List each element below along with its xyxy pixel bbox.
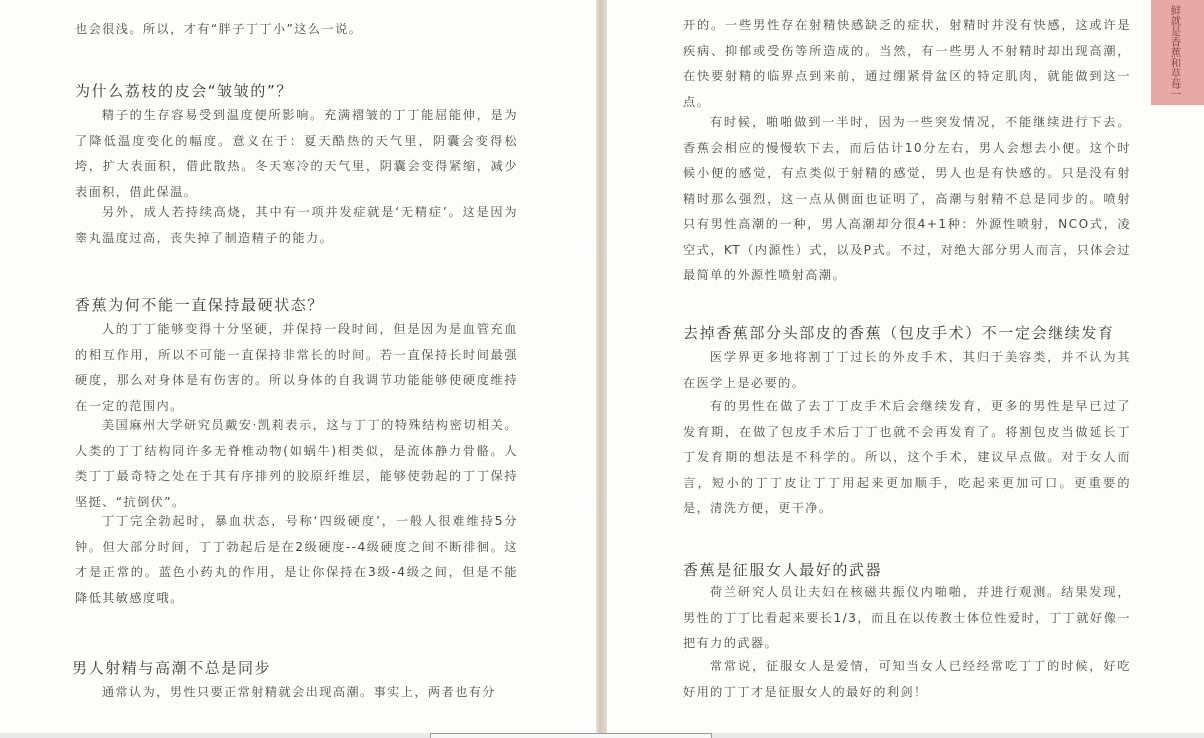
- section-heading-weapon: 香蕉是征服女人最好的武器: [683, 561, 883, 579]
- paragraph: 有的男性在做了去丁丁皮手术后会继续发育，更多的男性是早已过了发育期，在做了包皮手术后丁丁也就不会再发育了。将割包皮当做延长丁丁发育期的想法是不科学的。所以，这个手术，建议早点做。对于女人而言，短小的丁丁皮让丁丁用起来更加顺手，吃起来更加可口。更重要的是，清洗方便，更干净。: [683, 399, 1131, 515]
- section-heading-circumcision: 去掉香蕉部分头部皮的香蕉（包皮手术）不一定会继续发育: [683, 324, 1115, 342]
- intro-line: 也会很浅。所以，才有“胖子丁丁小”这么一说。: [75, 22, 363, 36]
- book-gutter: [596, 0, 607, 738]
- paragraph: 常常说，征服女人是爱情，可知当女人已经经常吃丁丁的时候，好吃好用的丁丁才是征服女人的最好的利剑！: [683, 659, 1131, 699]
- chapter-side-tab[interactable]: 鲜就是香蕉和草莓一: [1151, 0, 1204, 105]
- section-heading-hardness: 香蕉为何不能一直保持最硬状态？: [75, 296, 325, 314]
- paragraph: 丁丁完全勃起时，暴血状态，号称‘四级硬度’，一般人很难维持5分钟。但大部分时间，丁丁勃起后是在2级硬度--4级硬度之间不断徘徊。这才是正常的。蓝色小药丸的作用，是让你保持在3级-4级之间，但是不能降低其敏感度哦。: [75, 514, 518, 605]
- paragraph: 有时候，啪啪做到一半时，因为一些突发情况，不能继续进行下去。香蕉会相应的慢慢软下去，而后估计10分左右，男人会想去小便。这个时候小便的感觉，有点类似于射精的感觉，男人也是有快感的。只是没有射精时那么强烈，这一点从侧面也证明了，高潮与射精不总是同步的。喷射只有男性高潮的一种，男人高潮却分很4+1种：外源性喷射，NCO式，凌空式，KT（内源性）式，以及P式。不过，对绝大部分男人而言，只体会过最简单的外源性喷射高潮。: [683, 115, 1131, 282]
- paragraph: 荷兰研究人员让夫妇在核磁共振仪内啪啪，并进行观测。结果发现，男性的丁丁比看起来要长1/3，而且在以传教士体位性爱时，丁丁就好像一把有力的武器。: [683, 585, 1131, 650]
- paragraph: 另外，成人若持续高烧，其中有一项并发症就是‘无精症’。这是因为睾丸温度过高，丧失掉了制造精子的能力。: [75, 205, 518, 245]
- bottom-scroll-thumb[interactable]: [430, 733, 712, 738]
- right-page: [607, 0, 1204, 738]
- left-page: [0, 0, 596, 738]
- paragraph: 人的丁丁能够变得十分坚硬，并保持一段时间，但是因为是血管充血的相互作用，所以不可能一直保持非常长的时间。若一直保持长时间最强硬度，那么对身体是有伤害的。所以身体的自我调节功能能够使硬度维持在一定的范围内。: [75, 322, 518, 413]
- section-heading-ejaculation: 男人射精与高潮不总是同步: [72, 659, 272, 677]
- paragraph: 开的。一些男性存在射精快感缺乏的症状，射精时并没有快感，这或许是疾病、抑郁或受伤等所造成的。当然，有一些男人不射精时却出现高潮，在快要射精的临界点到来前，通过绷紧骨盆区的特定肌肉，就能做到这一点。: [683, 18, 1131, 109]
- paragraph: 精子的生存容易受到温度便所影响。充满褶皱的丁丁能屈能伸，是为了降低温度变化的幅度。意义在于：夏天酷热的天气里，阴囊会变得松垮，扩大表面积，借此散热。冬天寒冷的天气里，阴囊会变得紧缩，减少表面积，借此保温。: [75, 108, 518, 199]
- paragraph: 美国麻州大学研究员戴安·凯莉表示，这与丁丁的特殊结构密切相关。人类的丁丁结构同许多无脊椎动物(如蜗牛)相类似，是流体静力骨骼。人类丁丁最奇特之处在于其有序排列的胶原纤维层，能够使勃起的丁丁保持坚挺、“抗倒伏”。: [75, 418, 518, 509]
- paragraph: 通常认为，男性只要正常射精就会出现高潮。事实上，两者也有分: [101, 685, 496, 699]
- paragraph: 医学界更多地将割丁丁过长的外皮手术，其归于美容类，并不认为其在医学上是必要的。: [683, 350, 1131, 390]
- section-heading-lychee: 为什么荔枝的皮会“皱皱的”？: [75, 82, 293, 100]
